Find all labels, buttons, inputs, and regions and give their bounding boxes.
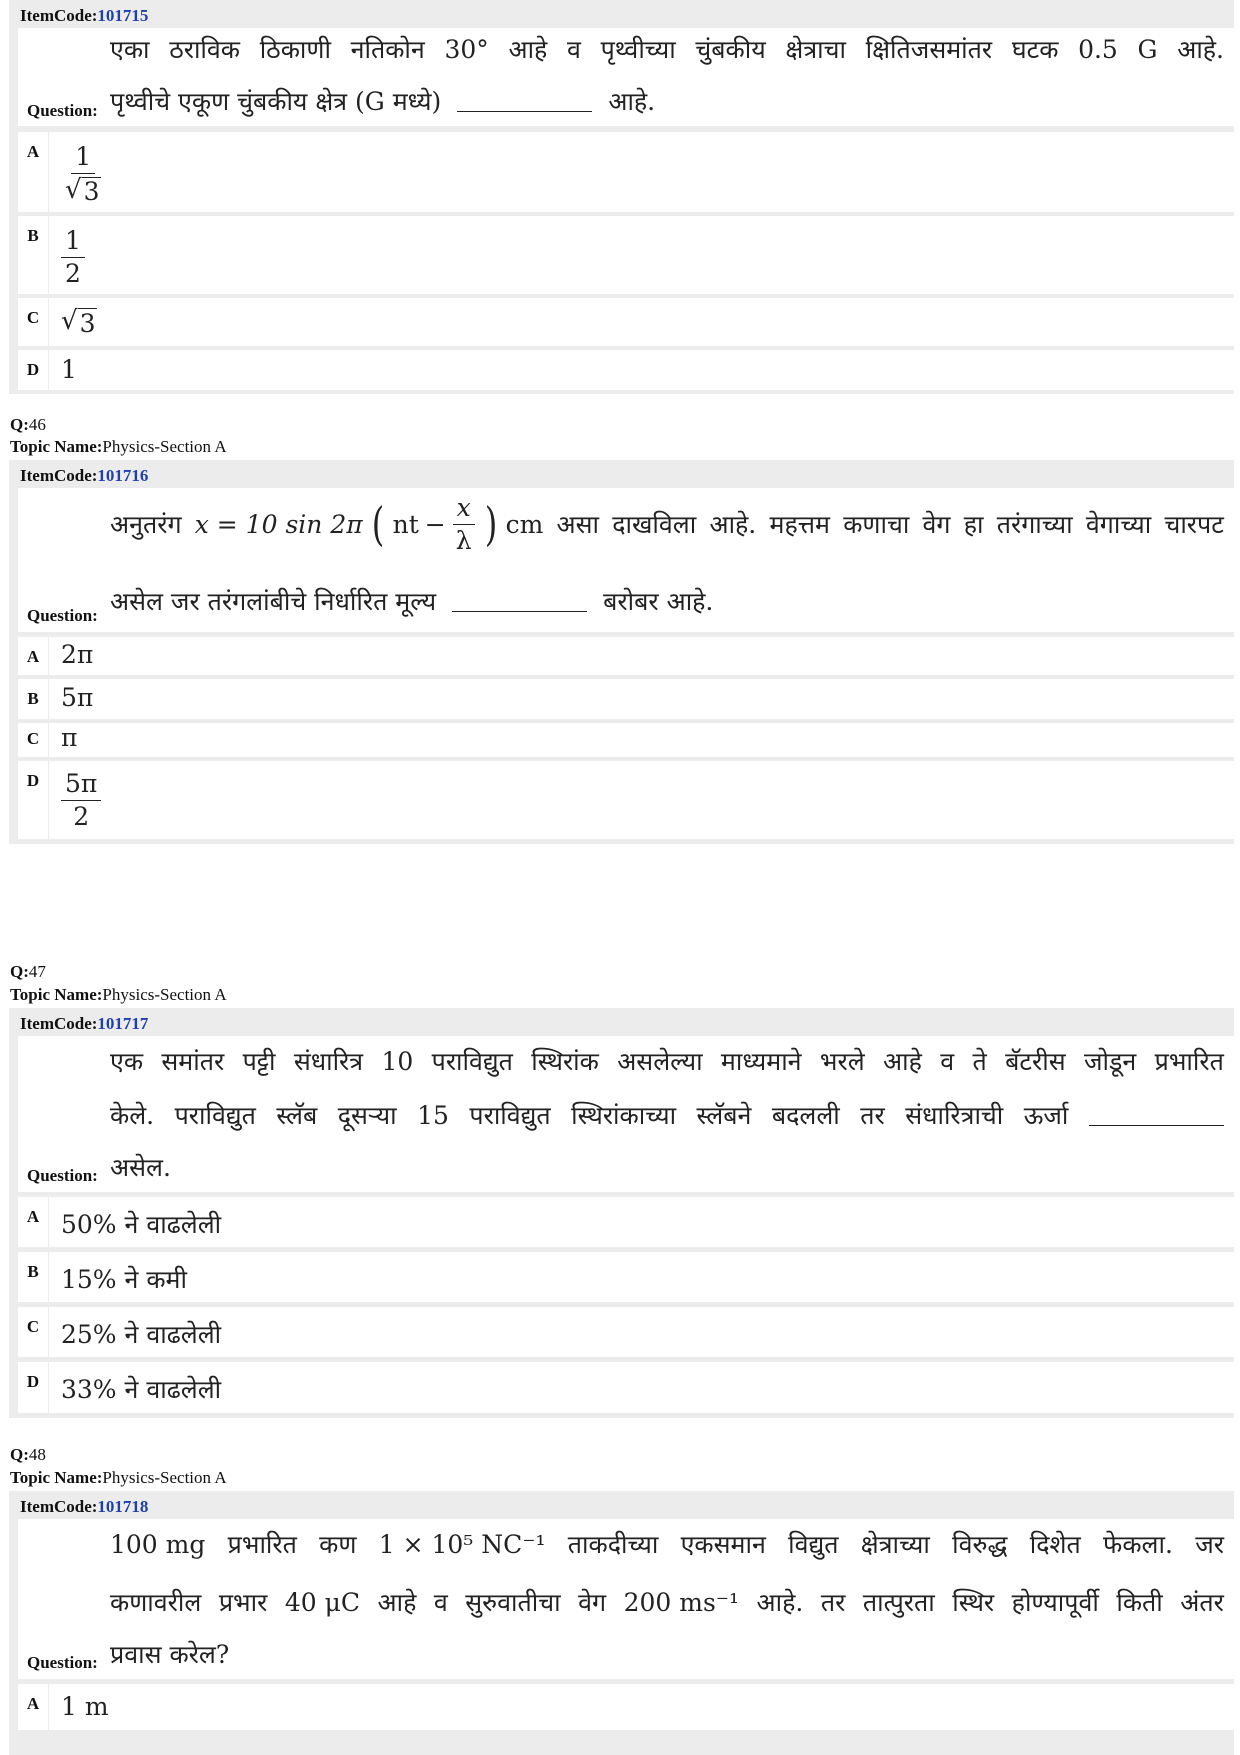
word: केले.: [110, 1101, 155, 1130]
right-paren: ): [484, 497, 497, 551]
item-code-value: 101716: [97, 466, 149, 485]
item-code-label: ItemCode:: [20, 6, 98, 25]
option-d[interactable]: [18, 1362, 1234, 1413]
word: ते: [972, 1047, 987, 1076]
option-letter: A: [18, 132, 48, 212]
option-a[interactable]: [18, 637, 1234, 675]
label-text: Topic Name:: [10, 985, 103, 1004]
question-box: [18, 28, 1234, 126]
question-box: [18, 1519, 1234, 1679]
question-panel-48: [9, 1491, 1234, 1755]
word: बदलली: [771, 1101, 840, 1130]
option-body: [49, 350, 1234, 390]
word: कण: [319, 1530, 357, 1559]
label-text: 48: [28, 1445, 46, 1464]
word: क्षेत्राच्या: [860, 1530, 930, 1559]
option-letter: A: [18, 1684, 48, 1730]
word: प्रभारित: [227, 1530, 297, 1559]
word: क्षितिजसमांतर: [865, 35, 993, 64]
question-line-2: [110, 84, 1224, 118]
word: नतिकोन: [350, 35, 425, 64]
option-value: 5π: [61, 683, 94, 712]
word: तरंगाच्या: [996, 510, 1073, 539]
word: आहे: [883, 1047, 922, 1076]
word: व: [566, 35, 581, 64]
question-line-2: [110, 1098, 1224, 1132]
word: क्षेत्राचा: [785, 35, 846, 64]
fraction: [61, 227, 85, 287]
option-c[interactable]: [18, 723, 1234, 757]
word: हा: [963, 510, 984, 539]
option-letter: D: [18, 350, 48, 390]
label-text: Physics-Section A: [102, 1468, 227, 1487]
option-value: [61, 226, 85, 287]
option-value: 25% ने वाढलेली: [61, 1320, 222, 1349]
topic-name: [10, 983, 227, 1007]
label-text: Topic Name:: [10, 437, 103, 456]
word: सुरुवातीचा: [465, 1588, 561, 1617]
text: पृथ्वीचे एकूण चुंबकीय क्षेत्र (G मध्ये): [110, 87, 442, 116]
question-box: [18, 1036, 1234, 1192]
denominator: √ 3: [65, 174, 100, 206]
label-text: Topic Name:: [10, 1468, 103, 1487]
question-panel-45: [9, 0, 1234, 394]
answer-blank: [452, 591, 587, 612]
option-letter: C: [18, 298, 48, 346]
word: दिशेत: [1029, 1530, 1081, 1559]
left-paren: (: [371, 497, 384, 551]
option-body: [49, 216, 1234, 294]
label-text: ItemCode:: [20, 1014, 98, 1033]
word: आहे.: [756, 1588, 804, 1617]
wave-formula: [195, 494, 544, 554]
word: आहे: [377, 1588, 417, 1617]
word: अनुतरंग: [110, 510, 182, 539]
word: λ: [455, 525, 472, 555]
option-value: √ 3: [61, 306, 96, 338]
word: संधारित्र: [293, 1047, 364, 1076]
word: पराविद्युत: [174, 1101, 256, 1130]
word: जर: [1195, 1530, 1224, 1559]
word: स्लॅब: [276, 1101, 318, 1130]
fraction: [61, 143, 105, 205]
word: एकसमान: [680, 1530, 766, 1559]
option-value: 33% ने वाढलेली: [61, 1375, 222, 1404]
item-code-value: 101715: [97, 6, 149, 25]
word: 40 μC: [284, 1587, 360, 1617]
question-number: [10, 960, 46, 984]
word: स्थिर: [952, 1588, 995, 1617]
word: ठिकाणी: [259, 35, 331, 64]
formula-nt: nt: [392, 509, 419, 539]
label-text: ItemCode:: [20, 466, 98, 485]
word: व: [940, 1047, 955, 1076]
option-value: [61, 142, 105, 205]
option-letter: C: [18, 723, 48, 757]
word: तात्पुरता: [862, 1588, 935, 1617]
option-value: 15% ने कमी: [61, 1265, 187, 1294]
word: माध्यमाने: [720, 1047, 802, 1076]
word: 30°: [444, 34, 489, 64]
question-panel-47: [9, 1008, 1234, 1418]
option-letter: B: [18, 679, 48, 719]
fraction: $\frac{5\pi}{2}$: [61, 770, 101, 830]
word: 100 mg: [110, 1529, 206, 1559]
question-text: [110, 488, 1224, 632]
word: x: [453, 494, 475, 525]
option-c[interactable]: [18, 298, 1234, 346]
word: भरले: [819, 1047, 865, 1076]
option-b[interactable]: [18, 1252, 1234, 1302]
question-line-3: [110, 1637, 1224, 1671]
word: पराविद्युत: [469, 1101, 551, 1130]
formula-lhs: x = 10 sin 2π: [194, 509, 363, 539]
label-text: Q:: [10, 415, 29, 434]
word: असलेल्या: [617, 1047, 703, 1076]
question-number: [10, 413, 46, 437]
option-value: 1: [61, 355, 77, 384]
option-a[interactable]: [18, 132, 1234, 212]
numerator: 1: [61, 227, 85, 258]
option-body: [49, 637, 1234, 675]
word: 200 ms⁻¹: [623, 1587, 740, 1617]
option-body: [49, 679, 1234, 719]
question-label: Question:: [27, 1166, 98, 1185]
text: प्रवास करेल?: [110, 1640, 230, 1669]
word: विरुद्ध: [952, 1530, 1008, 1559]
option-b[interactable]: [18, 216, 1234, 294]
question-line-1: [110, 494, 1224, 554]
word: स्लॅबने: [696, 1101, 752, 1130]
label-text: Q:: [10, 962, 29, 981]
option-d[interactable]: [18, 761, 1234, 839]
denominator: 2: [65, 258, 81, 288]
word: चुंबकीय: [695, 35, 766, 64]
word: ताकदीच्या: [567, 1530, 659, 1559]
word: 15: [417, 1100, 449, 1130]
option-body: [49, 298, 1234, 346]
word: विद्युत: [788, 1530, 839, 1559]
option-letter: D: [18, 761, 48, 839]
option-value: 2π: [61, 640, 94, 669]
word: तर: [820, 1588, 846, 1617]
word: आहे.: [709, 510, 757, 539]
word: कणाचा: [843, 510, 910, 539]
label-text: Physics-Section A: [102, 985, 227, 1004]
label-text: Physics-Section A: [102, 437, 227, 456]
option-letter: C: [18, 1307, 48, 1357]
option-a[interactable]: [18, 1197, 1234, 1247]
word: 0.5: [1078, 34, 1118, 64]
text: असेल.: [110, 1153, 171, 1182]
word: दूसऱ्या: [337, 1101, 397, 1130]
word: G: [1137, 34, 1158, 64]
word: ऊर्जा: [1023, 1101, 1069, 1130]
text: असेल जर तरंगलांबीचे निर्धारित मूल्य: [110, 587, 437, 616]
word: होण्यापूर्वी: [1011, 1588, 1099, 1617]
word: आहे.: [1177, 35, 1224, 64]
formula-unit: cm: [505, 509, 544, 539]
option-body: [49, 1252, 1234, 1302]
question-text: [110, 28, 1224, 126]
option-value: 50% ने वाढलेली: [61, 1210, 222, 1239]
word: फेकला.: [1103, 1530, 1173, 1559]
numerator: 1: [71, 143, 95, 174]
item-code-value: 101718: [97, 1497, 149, 1516]
option-body: [49, 1362, 1234, 1413]
word: जोडून: [1083, 1047, 1137, 1076]
word: एक: [110, 1047, 144, 1076]
word: कणावरील: [110, 1588, 202, 1617]
word: समांतर: [161, 1047, 225, 1076]
word: 10: [381, 1046, 414, 1076]
option-value: 1 m: [61, 1692, 109, 1721]
option-value: π: [61, 723, 78, 752]
question-panel-46: [9, 460, 1234, 844]
word: वेग: [578, 1588, 607, 1617]
item-code: [20, 6, 148, 26]
fraction: [452, 494, 476, 554]
word: ठराविक: [169, 35, 241, 64]
question-line-1: [110, 32, 1224, 66]
word: तर: [860, 1101, 885, 1130]
question-line-2: [110, 584, 1224, 618]
word: दाखविला: [612, 510, 697, 539]
word: बॅटरीस: [1005, 1047, 1066, 1076]
word: व: [433, 1588, 448, 1617]
word: महत्तम: [769, 510, 830, 539]
option-b[interactable]: [18, 679, 1234, 719]
question-line-2: [110, 1585, 1224, 1619]
word: प्रभारित: [1154, 1047, 1224, 1076]
word: असा: [556, 510, 599, 539]
question-label: Question:: [27, 606, 98, 625]
question-box: [18, 488, 1234, 632]
word: आहे: [508, 35, 548, 64]
formula-minus: −: [424, 509, 446, 539]
word: वेग: [922, 510, 951, 539]
topic-name: [10, 1466, 227, 1490]
question-label: Question:: [27, 1653, 98, 1672]
option-d[interactable]: [18, 350, 1234, 390]
option-letter: D: [18, 1362, 48, 1413]
word: किती: [1116, 1588, 1163, 1617]
word: अंतर: [1180, 1588, 1224, 1617]
option-a[interactable]: [18, 1684, 1234, 1730]
option-letter: A: [18, 637, 48, 675]
answer-blank: [457, 91, 592, 112]
word: एका: [110, 35, 150, 64]
option-body: [49, 761, 1234, 839]
word: प्रभार: [218, 1588, 268, 1617]
option-body: [49, 723, 1234, 757]
radicand: 3: [83, 176, 100, 206]
label-text: 46: [28, 415, 46, 434]
question-line-1: [110, 1044, 1224, 1078]
word: संधारित्राची: [905, 1101, 1004, 1130]
option-letter: A: [18, 1197, 48, 1247]
option-c[interactable]: [18, 1307, 1234, 1357]
word: पट्टी: [242, 1047, 276, 1076]
option-letter: B: [18, 216, 48, 294]
answer-blank: [1089, 1105, 1224, 1126]
word: पराविद्युत: [431, 1047, 513, 1076]
text: बरोबर आहे.: [603, 587, 714, 616]
item-code: [20, 466, 148, 486]
label-text: Q:: [10, 1445, 29, 1464]
item-code-value: 101717: [97, 1014, 149, 1033]
option-value: [61, 769, 101, 830]
option-body: [49, 1197, 1234, 1247]
question-number: [10, 1443, 46, 1467]
option-letter: B: [18, 1252, 48, 1302]
option-body: [49, 1307, 1234, 1357]
word: घटक: [1011, 35, 1059, 64]
radicand: 3: [79, 309, 96, 338]
option-body: [49, 132, 1234, 212]
topic-name: [10, 435, 227, 459]
item-code: [20, 1497, 148, 1517]
word: स्थिरांक: [531, 1047, 599, 1076]
item-code: [20, 1014, 148, 1034]
option-body: [49, 1684, 1234, 1730]
text: आहे.: [608, 87, 656, 116]
question-line-3: [110, 1150, 1224, 1184]
word: 1 × 10⁵ NC⁻¹: [378, 1529, 546, 1559]
label-text: 47: [28, 962, 46, 981]
question-text: [110, 1519, 1224, 1679]
question-text: [110, 1036, 1224, 1192]
question-line-1: [110, 1527, 1224, 1561]
word: स्थिरांकाच्या: [571, 1101, 677, 1130]
word: पृथ्वीच्या: [600, 35, 676, 64]
question-label: Question:: [27, 101, 98, 120]
word: वेगाच्या: [1085, 510, 1152, 539]
label-text: ItemCode:: [20, 1497, 98, 1516]
word: चारपट: [1164, 510, 1224, 539]
